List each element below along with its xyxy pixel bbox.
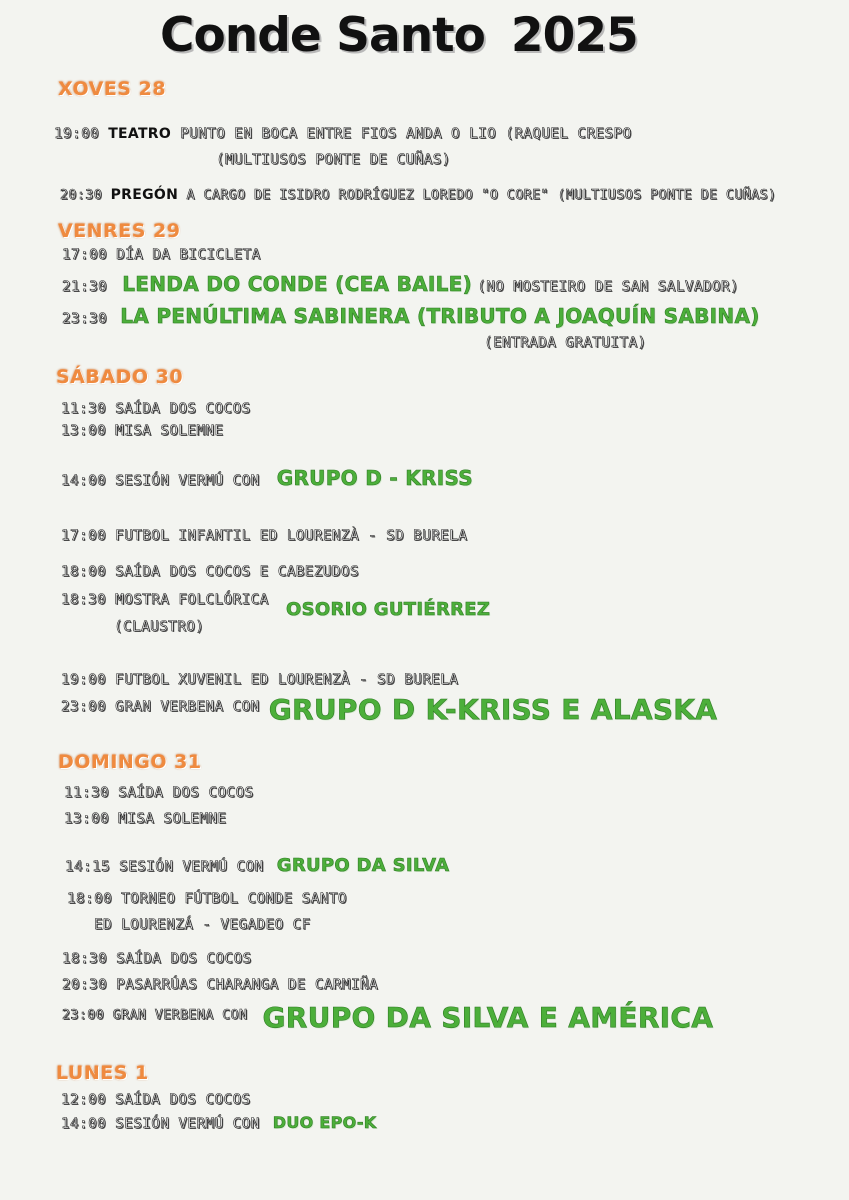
event-text: 23:00 GRAN VERBENA CON [61, 699, 260, 715]
event-line: 20:30 PASARRÚAS CHARANGA DE CARMIÑA [62, 977, 379, 993]
event-highlight: GRUPO DA SILVA E AMÉRICA [262, 1001, 714, 1034]
day-heading-venres: VENRES 29 [58, 220, 181, 242]
event-line: 19:00 FUTBOL XUVENIL ED LOURENZÀ - SD BURELA [61, 672, 459, 688]
event-line: 13:00 MISA SOLEMNE [64, 811, 227, 827]
event-teatro [54, 126, 632, 142]
event-pregon [60, 187, 776, 203]
event-text: 23:00 GRAN VERBENA CON [62, 1007, 248, 1023]
event-line: 11:30 SAÍDA DOS COCOS [64, 785, 254, 801]
day-heading-domingo: DOMINGO 31 [58, 751, 202, 773]
event-vermu-domingo [65, 855, 449, 876]
event-folclorica-venue: (CLAUSTRO) [114, 619, 205, 635]
title-name: Conde Santo [160, 8, 485, 63]
day-heading-lunes: LUNES 1 [56, 1062, 149, 1084]
event-time: 21:30 [62, 279, 108, 295]
event-line: 17:00 FUTBOL INFANTIL ED LOURENZÀ - SD BURELA [61, 528, 468, 544]
event-verbena-sabado [61, 693, 717, 726]
event-highlight: OSORIO GUTIÉRREZ [286, 599, 491, 620]
event-sabinera [62, 304, 760, 328]
event-vermu-sabado [61, 466, 473, 490]
day-heading-xoves: XOVES 28 [58, 78, 167, 100]
event-line: 11:30 SAÍDA DOS COCOS [61, 401, 251, 417]
event-line: 18:30 SAÍDA DOS COCOS [62, 951, 252, 967]
event-text: 14:00 SESIÓN VERMÚ CON [61, 1116, 260, 1132]
event-tag: TEATRO [108, 126, 172, 142]
event-highlight: DUO EPO-K [272, 1113, 377, 1132]
event-highlight: LENDA DO CONDE (CEA BAILE) [122, 272, 473, 296]
event-vermu-lunes [61, 1113, 377, 1132]
event-text: 14:15 SESIÓN VERMÚ CON [65, 859, 264, 875]
poster-title [160, 8, 638, 63]
event-text: A CARGO DE ISIDRO RODRÍGUEZ LOREDO "O CORE" (MULTIUSOS PONTE DE CUÑAS) [186, 187, 777, 203]
event-text: (NO MOSTEIRO DE SAN SALVADOR) [477, 279, 740, 295]
event-highlight: GRUPO DA SILVA [276, 855, 450, 876]
event-highlight: LA PENÚLTIMA SABINERA (TRIBUTO A JOAQUÍN SABINA) [120, 304, 760, 328]
event-tag: PREGÓN [110, 187, 179, 203]
event-verbena-domingo [62, 1001, 713, 1034]
day-heading-sabado: SÁBADO 30 [56, 366, 184, 388]
event-time: 19:00 [54, 126, 100, 142]
event-time: 23:30 [62, 311, 108, 327]
event-folclorica: 18:30 MOSTRA FOLCLÓRICA [61, 592, 269, 608]
event-highlight: GRUPO D K-KRISS E ALASKA [268, 693, 718, 726]
event-torneo: 18:00 TORNEO FÚTBOL CONDE SANTO [67, 891, 347, 907]
event-time: 20:30 [60, 187, 103, 203]
event-text: 14:00 SESIÓN VERMÚ CON [61, 473, 260, 489]
title-year: 2025 [510, 8, 638, 63]
event-line: 17:00 DÍA DA BICICLETA [62, 247, 261, 263]
event-line: 18:00 SAÍDA DOS COCOS E CABEZUDOS [61, 564, 359, 580]
event-teatro-venue: (MULTIUSOS PONTE DE CUÑAS) [216, 152, 451, 168]
event-torneo-match: ED LOURENZÁ - VEGADEO CF [94, 917, 311, 933]
event-sabinera-note: (ENTRADA GRATUITA) [484, 335, 647, 351]
event-highlight: GRUPO D - KRISS [276, 466, 474, 490]
event-line: 13:00 MISA SOLEMNE [61, 423, 224, 439]
event-lenda [62, 272, 739, 296]
event-line: 12:00 SAÍDA DOS COCOS [61, 1092, 251, 1108]
event-text: PUNTO EN BOCA ENTRE FIOS ANDA O LIO (RAQUEL CRESPO [180, 126, 632, 142]
